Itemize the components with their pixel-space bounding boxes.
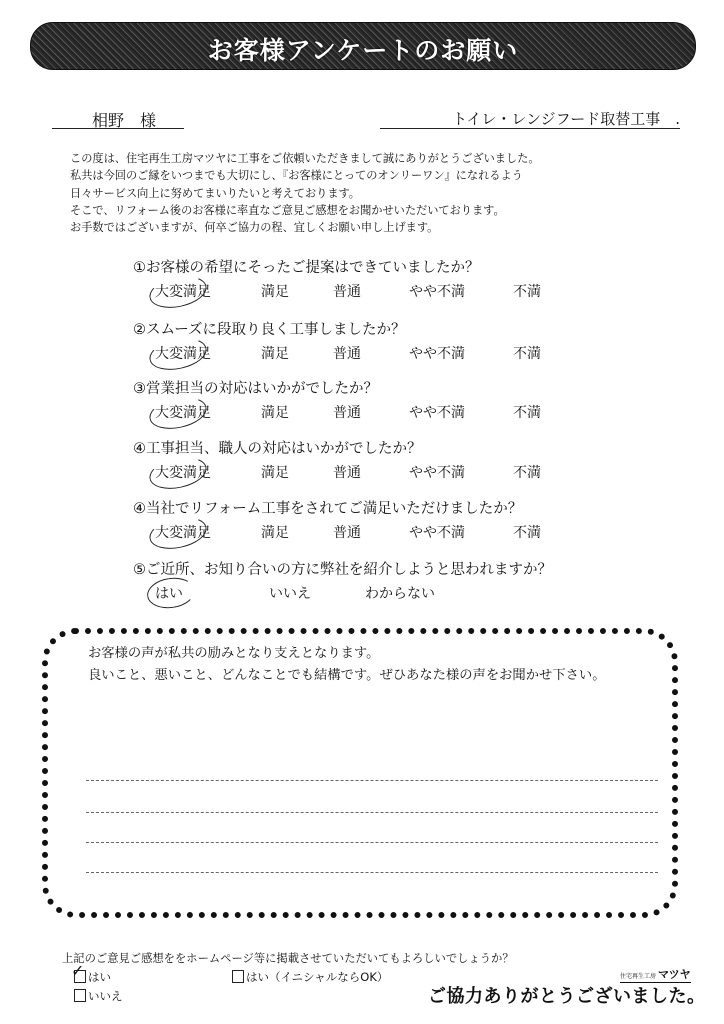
question-text: ④工事担当、職人の対応はいかがでしたか？	[133, 441, 422, 457]
question-5	[133, 497, 653, 546]
choice-very-satisfied[interactable]: 大変満足	[155, 343, 211, 363]
question-text: ⑤ご近所、お知り合いの方に弊社を紹介しようと思われますか？	[133, 562, 552, 578]
check-mark-icon: ✓	[71, 961, 85, 980]
question-text: ②スムーズに段取り良く工事しましたか？	[133, 322, 406, 338]
choice-dissatisfied[interactable]: 不満	[513, 525, 541, 541]
selected-circle-mark	[147, 392, 210, 433]
choice-neutral[interactable]: 普通	[333, 346, 361, 362]
choice-neutral[interactable]: 普通	[333, 465, 361, 481]
choice-somewhat-dissatisfied[interactable]: やや不満	[409, 525, 465, 541]
choice-somewhat-dissatisfied[interactable]: やや不満	[409, 346, 465, 362]
question-text: ③営業担当の対応はいかがでしたか？	[133, 381, 378, 397]
choice-very-satisfied[interactable]: 大変満足	[155, 402, 211, 422]
page-title: お客様アンケートのお願い	[207, 36, 519, 65]
publish-option-no[interactable]: いいえ	[74, 988, 123, 1004]
choice-no[interactable]: いいえ	[269, 586, 311, 602]
rating-choices	[133, 402, 653, 426]
rating-choices	[133, 462, 653, 486]
choice-somewhat-dissatisfied[interactable]: やや不満	[409, 465, 465, 481]
rating-choices	[133, 281, 653, 305]
thanks-message: ご協力ありがとうございました。	[428, 986, 706, 1007]
choice-very-satisfied[interactable]: 大変満足	[155, 522, 211, 542]
choice-dissatisfied[interactable]: 不満	[513, 465, 541, 481]
customer-name: 相野 様	[92, 111, 157, 130]
publish-question: 上記のご意見ご感想ををホームページ等に掲載させていただいてもよろしいでしょうか？	[62, 952, 514, 965]
comment-intro-line: お客様の声が私共の励みとなり支えとなります。	[88, 646, 380, 661]
choice-satisfied[interactable]: 満足	[261, 525, 289, 541]
question-2	[133, 318, 653, 367]
choice-dissatisfied[interactable]: 不満	[513, 405, 541, 421]
selected-circle-mark	[145, 575, 197, 611]
checkbox[interactable]	[71, 961, 86, 983]
intro-line: 日々サービス向上に努めてまいりたいと考えております。	[70, 186, 360, 200]
work-name-field	[380, 106, 680, 129]
intro-paragraph	[70, 150, 630, 236]
choice-satisfied[interactable]: 満足	[261, 405, 289, 421]
comment-write-line[interactable]	[86, 842, 658, 843]
intro-line: 私共は今回のご縁をいつまでも大切にし、『お客様にとってのオンリーワン』になれるよう	[70, 169, 523, 183]
choice-very-satisfied[interactable]: 大変満足	[155, 462, 211, 482]
customer-name-field	[52, 106, 184, 129]
selected-circle-mark	[147, 512, 210, 553]
choice-dissatisfied[interactable]: 不満	[513, 346, 541, 362]
question-3	[133, 377, 653, 426]
choice-very-satisfied[interactable]: 大変満足	[155, 281, 211, 301]
choice-dissatisfied[interactable]: 不満	[513, 284, 541, 300]
checkbox[interactable]	[74, 989, 86, 1002]
choice-somewhat-dissatisfied[interactable]: やや不満	[409, 405, 465, 421]
intro-line: そこで、リフォーム後のお客様に率直なご意見ご感想をお聞かせいただいております。	[70, 203, 505, 217]
company-logo: 住宅再生工房 マツヤ	[620, 968, 691, 981]
title-banner	[30, 22, 696, 70]
publish-option-yes-initials[interactable]: はい（イニシャルならOK）	[232, 969, 388, 985]
question-4	[133, 437, 653, 486]
referral-choices	[133, 583, 653, 607]
rating-choices	[133, 522, 653, 546]
publish-option-yes[interactable]: ✓ はい	[71, 961, 111, 984]
comment-write-line[interactable]	[86, 780, 658, 781]
comment-write-line[interactable]	[86, 812, 658, 813]
choice-yes[interactable]: はい	[155, 583, 183, 603]
question-text: ①お客様の希望にそったご提案はできていましたか？	[133, 260, 480, 276]
comment-intro-line: 良いこと、悪いこと、どんなことでも結構です。ぜひあなた様の声をお聞かせ下さい。	[88, 668, 606, 683]
rating-choices	[133, 343, 653, 367]
selected-circle-mark	[147, 271, 210, 312]
choice-neutral[interactable]: 普通	[333, 284, 361, 300]
checkbox[interactable]	[232, 970, 244, 983]
intro-line: お手数ではございますが、何卒ご協力の程、宜しくお願い申し上げます。	[70, 221, 439, 235]
choice-somewhat-dissatisfied[interactable]: やや不満	[409, 284, 465, 300]
question-referral	[133, 558, 653, 607]
choice-neutral[interactable]: 普通	[333, 405, 361, 421]
work-name: トイレ・レンジフード取替工事 .	[452, 110, 680, 128]
comment-intro	[88, 643, 606, 687]
selected-circle-mark	[147, 452, 210, 493]
choice-satisfied[interactable]: 満足	[261, 346, 289, 362]
choice-dont-know[interactable]: わからない	[365, 586, 435, 602]
choice-neutral[interactable]: 普通	[333, 525, 361, 541]
choice-satisfied[interactable]: 満足	[261, 284, 289, 300]
selected-circle-mark	[147, 333, 210, 374]
intro-line: この度は、住宅再生工房マツヤに工事をご依頼いただきまして誠にありがとうございました。	[70, 152, 540, 165]
question-1	[133, 256, 653, 305]
choice-satisfied[interactable]: 満足	[261, 465, 289, 481]
question-text: ④当社でリフォーム工事をされてご満足いただけましたか？	[133, 501, 523, 517]
comment-write-line[interactable]	[86, 872, 658, 873]
